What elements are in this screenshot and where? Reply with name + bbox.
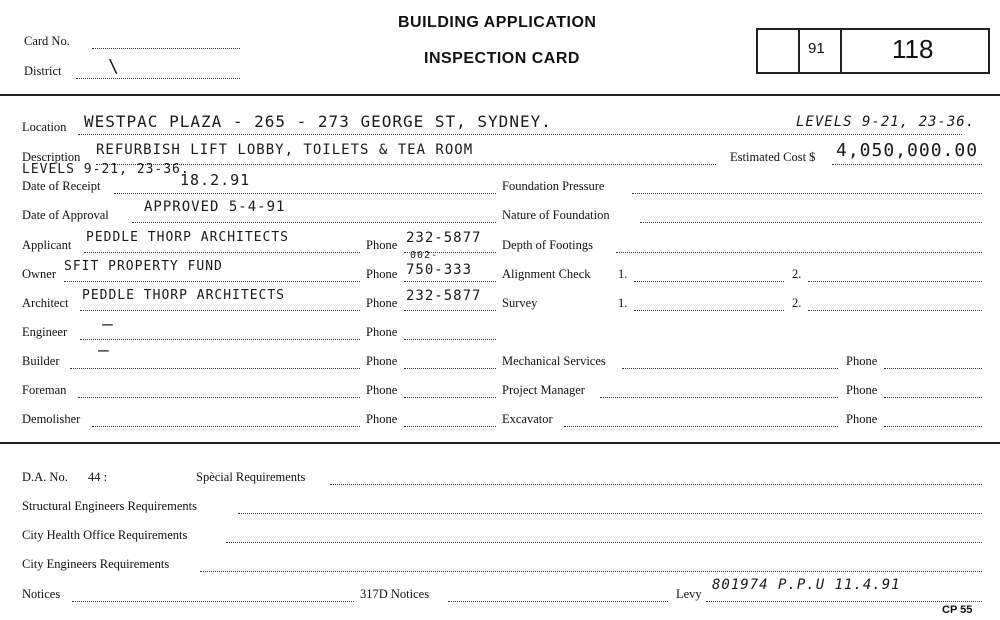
317d-notices-label: 317D Notices [360,587,430,601]
foundation-pressure-line [632,193,982,194]
structural-requirements-label: Structural Engineers Requirements [22,499,197,513]
da-no-value: 44 : [88,470,108,484]
location-value: WESTPAC PLAZA - 265 - 273 GEORGE ST, SYDNEY. [84,112,552,131]
engineer-phone-label: Phone [366,325,398,339]
card-number-divider-1 [798,28,800,72]
project-manager-label: Project Manager [502,383,585,397]
architect-phone: 232-5877 [406,288,482,304]
foreman-label: Foreman [22,383,67,397]
nature-of-foundation-label: Nature of Foundation [502,208,610,222]
estimated-cost-value: 4,050,000.00 [836,140,979,161]
builder-value: — [98,340,110,361]
owner-phone-prefix: 002- [410,250,439,261]
architect-label: Architect [22,296,69,310]
description-value: REFURBISH LIFT LOBBY, TOILETS & TEA ROOM [96,142,474,158]
health-requirements-label: City Health Office Requirements [22,528,188,542]
health-requirements-line [226,542,982,543]
date-of-receipt-value: 18.2.91 [180,171,251,189]
district-line [76,78,240,79]
demolisher-phone-line [404,426,496,427]
description-line-2: LEVELS 9-21, 23-36. [22,162,190,177]
project-manager-line [600,397,838,398]
foundation-pressure-label: Foundation Pressure [502,179,605,193]
alignment-check-num-1: 1. [618,267,628,281]
survey-line-1 [634,310,784,311]
owner-phone-label: Phone [366,267,398,281]
owner-value: SFIT PROPERTY FUND [64,259,223,274]
foreman-phone-line [404,397,496,398]
builder-line [70,368,360,369]
excavator-label: Excavator [502,412,553,426]
date-of-approval-value: APPROVED 5-4-91 [144,199,286,215]
header-divider [0,94,1000,96]
builder-label: Builder [22,354,60,368]
city-engineers-requirements-line [200,571,982,572]
card-number: 118 [892,34,934,64]
builder-phone-label: Phone [366,354,398,368]
engineer-phone-line [404,339,496,340]
architect-phone-label: Phone [366,296,398,310]
demolisher-line [92,426,360,427]
applicant-value: PEDDLE THORP ARCHITECTS [86,230,290,245]
levy-line [706,601,982,602]
special-requirements-label: Spècial Requirements [196,470,306,484]
title-line-2: INSPECTION CARD [424,50,580,67]
engineer-line [80,339,360,340]
card-number-divider-2 [840,28,842,72]
owner-phone: 750-333 [406,262,473,278]
owner-line [64,281,360,282]
date-of-receipt-line [114,193,496,194]
alignment-check-num-2: 2. [792,267,802,281]
applicant-phone-label: Phone [366,238,398,252]
nature-of-foundation-line [640,222,982,223]
notices-line [72,601,354,602]
alignment-check-line-1 [634,281,784,282]
alignment-check-line-2 [808,281,982,282]
excavator-line [564,426,838,427]
date-of-receipt-label: Date of Receipt [22,179,101,193]
owner-phone-line [404,281,496,282]
applicant-label: Applicant [22,238,72,252]
form-code: CP 55 [942,604,973,616]
date-of-approval-line [132,222,496,223]
demolisher-phone-label: Phone [366,412,398,426]
317d-notices-line [448,601,668,602]
applicant-phone: 232-5877 [406,230,482,246]
title-line-1: BUILDING APPLICATION [398,14,597,31]
foreman-phone-label: Phone [366,383,398,397]
survey-num-2: 2. [792,296,802,310]
description-label: Description [22,150,81,164]
alignment-check-label: Alignment Check [502,267,591,281]
engineer-label: Engineer [22,325,68,339]
depth-of-footings-label: Depth of Footings [502,238,593,252]
city-engineers-requirements-label: City Engineers Requirements [22,557,170,571]
mechanical-services-line [622,368,838,369]
special-requirements-line [330,484,982,485]
location-levels: LEVELS 9-21, 23-36. [796,114,976,130]
depth-of-footings-line [616,252,982,253]
date-of-approval-label: Date of Approval [22,208,109,222]
levy-label: Levy [676,587,702,601]
survey-num-1: 1. [618,296,628,310]
mechanical-services-phone-line [884,368,982,369]
da-no-label: D.A. No. [22,470,68,484]
section-divider [0,442,1000,444]
card-number-box [756,28,990,74]
location-label: Location [22,120,67,134]
project-manager-phone-line [884,397,982,398]
district-value: \ [108,56,120,77]
mechanical-services-label: Mechanical Services [502,354,606,368]
owner-label: Owner [22,267,57,281]
mechanical-services-phone-label: Phone [846,354,878,368]
excavator-phone-line [884,426,982,427]
card-no-label: Card No. [24,34,70,48]
survey-label: Survey [502,296,538,310]
district-label: District [24,64,62,78]
excavator-phone-label: Phone [846,412,878,426]
architect-value: PEDDLE THORP ARCHITECTS [82,288,286,303]
location-line [78,134,962,135]
demolisher-label: Demolisher [22,412,81,426]
architect-phone-line [404,310,496,311]
notices-label: Notices [22,587,61,601]
card-year: 91 [808,40,825,57]
builder-phone-line [404,368,496,369]
estimated-cost-label: Estimated Cost $ [730,150,816,164]
survey-line-2 [808,310,982,311]
levy-value: 801974 P.P.U 11.4.91 [712,577,901,593]
project-manager-phone-label: Phone [846,383,878,397]
applicant-line [84,252,360,253]
architect-line [80,310,360,311]
foreman-line [78,397,360,398]
structural-requirements-line [238,513,982,514]
card-no-line [92,48,240,49]
estimated-cost-line [832,164,982,165]
engineer-value: — [102,314,114,335]
